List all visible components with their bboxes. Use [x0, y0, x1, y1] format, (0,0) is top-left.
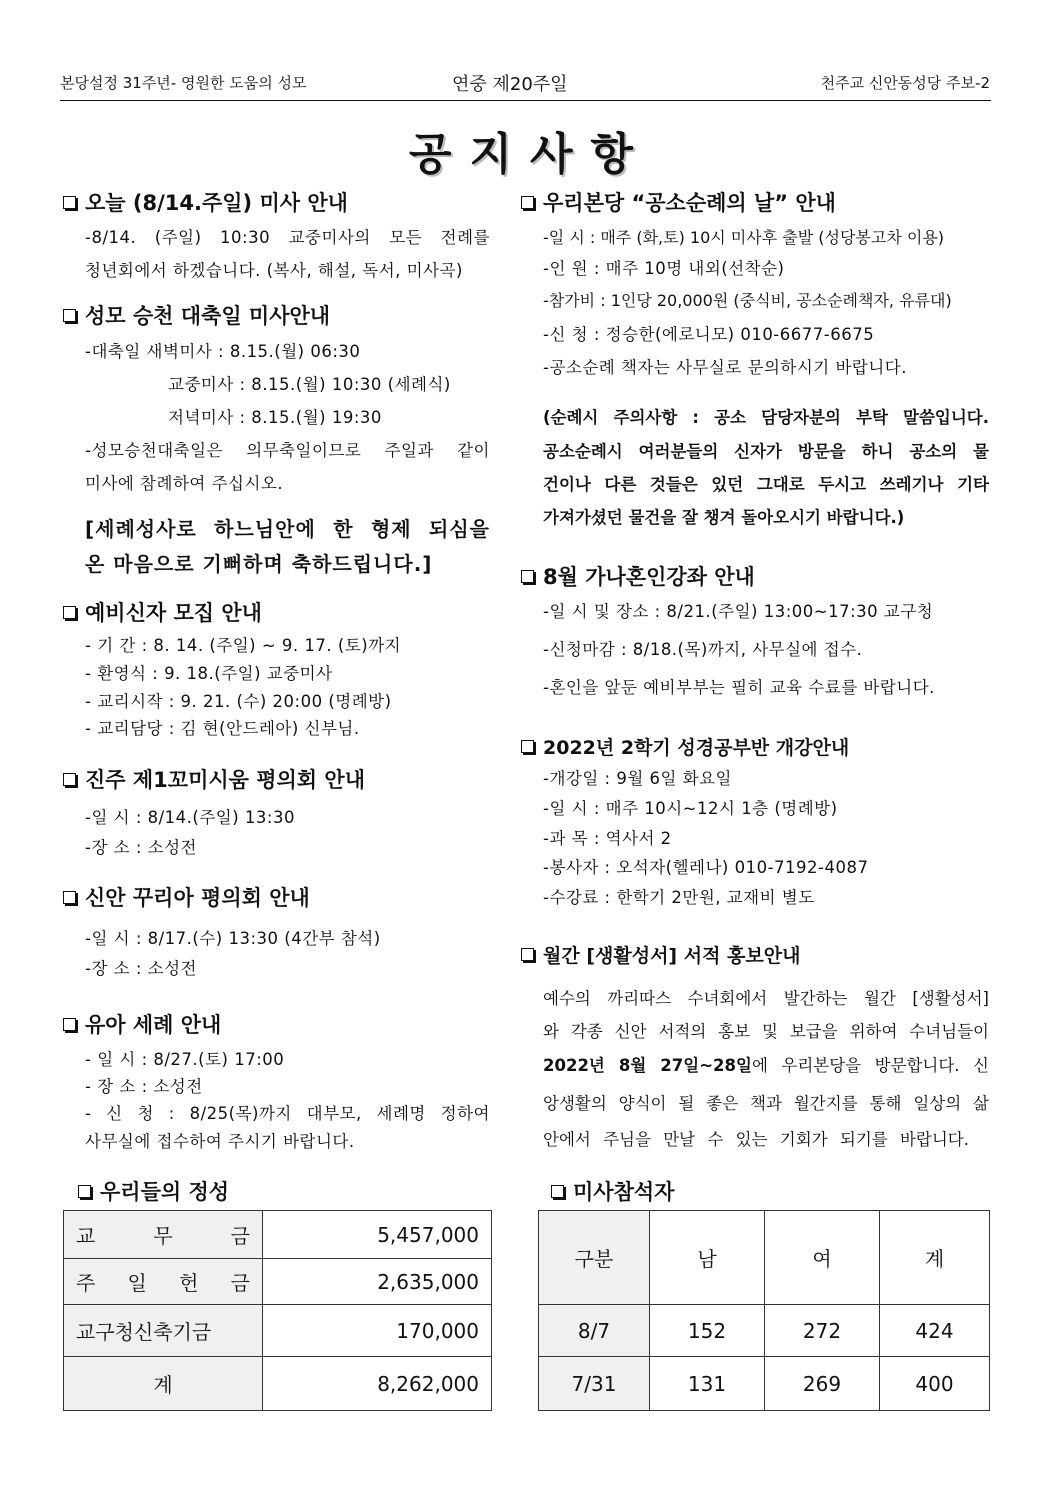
checkbox-icon — [521, 740, 534, 753]
offering-label: 주 일 헌 금 — [64, 1259, 263, 1305]
left-s6-line: - 신 청 : 8/25(목)까지 대부모, 세례명 정하여 — [85, 1104, 490, 1123]
left-s3-line: - 환영식 : 9. 18.(주일) 교중미사 — [85, 664, 333, 683]
right-s2-line: -혼인을 앞둔 예비부부는 필히 교육 수료를 바랍니다. — [543, 678, 935, 697]
left-s2-heading: 성모 승천 대축일 미사안내 — [63, 300, 330, 330]
checkbox-icon — [78, 1185, 91, 1198]
attendance-table — [538, 1210, 990, 1411]
right-s1-note: (순례시 주의사항 : 공소 담당자분의 부탁 말씀입니다. — [543, 408, 989, 427]
offering-total-amount: 8,262,000 — [263, 1357, 492, 1411]
offering-total-label: 계 — [64, 1357, 263, 1411]
left-s3-heading: 예비신자 모집 안내 — [63, 597, 262, 627]
header-left: 본당설정 31주년- 영원한 도움의 성모 — [60, 74, 307, 92]
offerings-heading: 우리들의 정성 — [78, 1176, 229, 1206]
right-s2-line: -일 시 및 장소 : 8/21.(주일) 13:00~17:30 교구청 — [543, 602, 934, 621]
attendance-header: 계 — [880, 1211, 990, 1305]
left-s3-line: - 교리시작 : 9. 21. (수) 20:00 (명례방) — [85, 692, 392, 711]
offering-amount: 2,635,000 — [263, 1259, 492, 1305]
offering-amount: 170,000 — [263, 1305, 492, 1357]
left-s1-heading: 오늘 (8/14.주일) 미사 안내 — [63, 187, 348, 217]
right-s1-line: -인 원 : 매주 10명 내외(선착순) — [543, 259, 785, 278]
table-row — [539, 1305, 990, 1357]
attendance-cell: 131 — [650, 1357, 765, 1411]
attendance-cell: 272 — [765, 1305, 880, 1357]
right-s1-heading: 우리본당 “공소순례의 날” 안내 — [521, 187, 836, 217]
left-s3-line: - 교리담당 : 김 현(안드레아) 신부님. — [85, 719, 360, 738]
checkbox-icon — [551, 1185, 564, 1198]
checkbox-icon — [63, 773, 76, 786]
right-s1-line: -신 청 : 정승한(에로니모) 010-6677-6675 — [543, 325, 875, 344]
right-s4-line: 예수의 까리따스 수녀회에서 발간하는 월간 [생활성서] — [543, 989, 989, 1008]
right-s1-note: 공소순례시 여러분들의 신자가 방문을 하니 공소의 물 — [543, 442, 989, 461]
left-s4-heading: 진주 제1꼬미시움 평의회 안내 — [63, 764, 365, 794]
offering-label: 교 무 금 — [64, 1211, 263, 1259]
right-s1-line: -일 시 : 매주 (화,토) 10시 미사후 출발 (성당봉고차 이용) — [543, 228, 945, 247]
right-s3-line: -봉사자 : 오석자(헬레나) 010-7192-4087 — [543, 858, 869, 877]
left-s2-line: -성모승천대축일은 의무축일이므로 주일과 같이 — [85, 441, 490, 460]
left-s6-line: 사무실에 접수하여 주시기 바랍니다. — [85, 1132, 355, 1151]
right-s1-note: 가져가셨던 물건을 잘 챙겨 돌아오시기 바랍니다.) — [543, 508, 905, 527]
left-s4-line: -일 시 : 8/14.(주일) 13:30 — [85, 808, 295, 827]
right-s2-heading: 8월 가나혼인강좌 안내 — [521, 561, 755, 591]
checkbox-icon — [63, 196, 76, 209]
left-s6-line: - 장 소 : 소성전 — [85, 1077, 203, 1096]
left-s2-line: 교중미사 : 8.15.(월) 10:30 (세례식) — [168, 375, 451, 394]
attendance-cell: 152 — [650, 1305, 765, 1357]
page-title: 공지사항 — [408, 129, 651, 180]
offerings-table — [63, 1210, 492, 1411]
left-s3-line: - 기 간 : 8. 14. (주일) ~ 9. 17. (토)까지 — [85, 636, 402, 655]
header-rule — [60, 100, 991, 101]
checkbox-icon — [63, 1018, 76, 1031]
checkbox-icon — [63, 891, 76, 904]
right-s3-line: -개강일 : 9월 6일 화요일 — [543, 769, 732, 788]
checkbox-icon — [63, 606, 76, 619]
checkbox-icon — [521, 196, 534, 209]
table-row — [539, 1211, 990, 1305]
attendance-header: 남 — [650, 1211, 765, 1305]
right-s4-line: 2022년 8월 27일~28일에 우리본당을 방문합니다. 신 — [543, 1056, 989, 1075]
attendance-date: 7/31 — [539, 1357, 650, 1411]
table-row — [64, 1305, 492, 1357]
offering-label: 교구청신축기금 — [64, 1305, 263, 1357]
right-s3-line: -수강료 : 한학기 2만원, 교재비 별도 — [543, 888, 815, 907]
right-s4-line: 안에서 주님을 만날 수 있는 기회가 되기를 바랍니다. — [543, 1130, 969, 1149]
left-s5-heading: 신안 꾸리아 평의회 안내 — [63, 882, 310, 912]
left-s2-emph: [세례성사로 하느님안에 한 형제 되심을 — [85, 517, 490, 541]
left-s6-line: - 일 시 : 8/27.(토) 17:00 — [85, 1050, 285, 1069]
right-s3-heading: 2022년 2학기 성경공부반 개강안내 — [521, 733, 849, 760]
attendance-heading: 미사참석자 — [551, 1176, 674, 1206]
attendance-cell: 269 — [765, 1357, 880, 1411]
left-s6-heading: 유아 세례 안내 — [63, 1009, 221, 1039]
attendance-cell: 424 — [880, 1305, 990, 1357]
left-s2-line: -대축일 새벽미사 : 8.15.(월) 06:30 — [85, 342, 361, 361]
left-s2-line: 저녁미사 : 8.15.(월) 19:30 — [168, 408, 382, 427]
checkbox-icon — [63, 309, 76, 322]
attendance-header: 구분 — [539, 1211, 650, 1305]
header-center: 연중 제20주일 — [452, 74, 568, 95]
table-row — [64, 1357, 492, 1411]
right-s1-note: 건이나 다른 것들은 있던 그대로 두시고 쓰레기나 기타 — [543, 475, 989, 494]
attendance-date: 8/7 — [539, 1305, 650, 1357]
right-s2-line: -신청마감 : 8/18.(목)까지, 사무실에 접수. — [543, 640, 863, 659]
right-s1-line: -참가비 : 1인당 20,000원 (중식비, 공소순례책자, 유류대) — [543, 291, 952, 310]
right-s3-line: -일 시 : 매주 10시~12시 1층 (명례방) — [543, 799, 838, 818]
attendance-cell: 400 — [880, 1357, 990, 1411]
right-s1-line: -공소순례 책자는 사무실로 문의하시기 바랍니다. — [543, 358, 907, 377]
right-s4-heading: 월간 [생활성서] 서적 홍보안내 — [521, 941, 800, 968]
checkbox-icon — [521, 570, 534, 583]
right-s3-line: -과 목 : 역사서 2 — [543, 829, 672, 848]
left-s1-line: 청년회에서 하겠습니다. (복사, 해설, 독서, 미사곡) — [85, 261, 463, 280]
offering-amount: 5,457,000 — [263, 1211, 492, 1259]
left-s5-line: -일 시 : 8/17.(수) 13:30 (4간부 참석) — [85, 929, 381, 948]
attendance-header: 여 — [765, 1211, 880, 1305]
left-s4-line: -장 소 : 소성전 — [85, 838, 197, 857]
header-right: 천주교 신안동성당 주보-2 — [820, 74, 990, 92]
table-row — [64, 1211, 492, 1259]
table-row — [539, 1357, 990, 1411]
right-s4-line: 와 각종 신안 서적의 홍보 및 보급을 위하여 수녀님들이 — [543, 1022, 989, 1041]
table-row — [64, 1259, 492, 1305]
left-s2-emph: 온 마음으로 기뻐하며 축하드립니다.] — [85, 552, 433, 576]
checkbox-icon — [521, 948, 534, 961]
left-s1-line: -8/14. (주일) 10:30 교중미사의 모든 전례를 — [85, 228, 490, 247]
left-s5-line: -장 소 : 소성전 — [85, 959, 197, 978]
left-s2-line: 미사에 참례하여 주십시오. — [85, 474, 284, 493]
right-s4-line: 앙생활의 양식이 될 좋은 책과 월간지를 통해 일상의 삶 — [543, 1094, 989, 1113]
visit-dates: 2022년 8월 27일~28일 — [543, 1056, 752, 1075]
